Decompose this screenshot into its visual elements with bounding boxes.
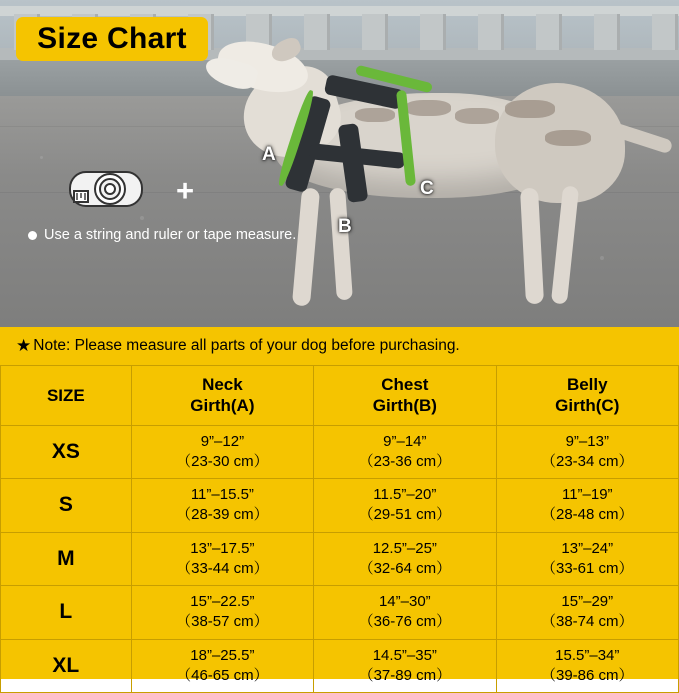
table-row <box>1 425 679 479</box>
table-row <box>1 532 679 586</box>
cell-chest: 14”–30” （36-76 cm） <box>314 586 496 640</box>
cell-size: L <box>1 586 132 640</box>
header-chest: Chest Girth(B) <box>314 366 496 426</box>
plus-icon: + <box>176 173 195 208</box>
table-row <box>1 479 679 533</box>
cell-size: XL <box>1 639 132 693</box>
measure-hint-text: Use a string and ruler or tape measure. <box>44 227 297 243</box>
header-size: SIZE <box>1 366 132 426</box>
table-row <box>1 586 679 640</box>
cell-belly: 15”–29” （38-74 cm） <box>496 586 678 640</box>
table-row <box>1 639 679 693</box>
cell-neck: 11”–15.5” （28-39 cm） <box>131 479 313 533</box>
bullet-icon <box>28 231 37 240</box>
cell-chest: 14.5”–35” （37-89 cm） <box>314 639 496 693</box>
measure-hint <box>28 227 296 243</box>
tape-measure-icon <box>68 164 146 212</box>
cell-neck: 15”–22.5” （38-57 cm） <box>131 586 313 640</box>
cell-belly: 11”–19” （28-48 cm） <box>496 479 678 533</box>
cell-size: M <box>1 532 132 586</box>
dog-photo-subject <box>205 38 675 318</box>
cell-chest: 11.5”–20” （29-51 cm） <box>314 479 496 533</box>
header-belly: Belly Girth(C) <box>496 366 678 426</box>
cell-size: S <box>1 479 132 533</box>
marker-a: A <box>262 144 276 165</box>
header-neck: Neck Girth(A) <box>131 366 313 426</box>
page-title <box>16 17 208 61</box>
size-table <box>0 365 679 693</box>
page-title-text: Size Chart <box>37 22 187 55</box>
cell-belly: 13”–24” （33-61 cm） <box>496 532 678 586</box>
table-header-row <box>1 366 679 426</box>
cell-neck: 18”–25.5” （46-65 cm） <box>131 639 313 693</box>
note-text: Note: Please measure all parts of your dog before purchasing. <box>33 337 460 354</box>
star-icon: ★ <box>16 336 32 355</box>
cell-neck: 9”–12” （23-30 cm） <box>131 425 313 479</box>
marker-c: C <box>420 178 434 199</box>
cell-chest: 9”–14” （23-36 cm） <box>314 425 496 479</box>
cell-neck: 13”–17.5” （33-44 cm） <box>131 532 313 586</box>
cell-size: XS <box>1 425 132 479</box>
note-row <box>0 327 679 365</box>
cell-belly: 9”–13” （23-34 cm） <box>496 425 678 479</box>
marker-b: B <box>338 216 352 237</box>
cell-belly: 15.5”–34” （39-86 cm） <box>496 639 678 693</box>
product-photo <box>0 0 679 327</box>
cell-chest: 12.5”–25” （32-64 cm） <box>314 532 496 586</box>
